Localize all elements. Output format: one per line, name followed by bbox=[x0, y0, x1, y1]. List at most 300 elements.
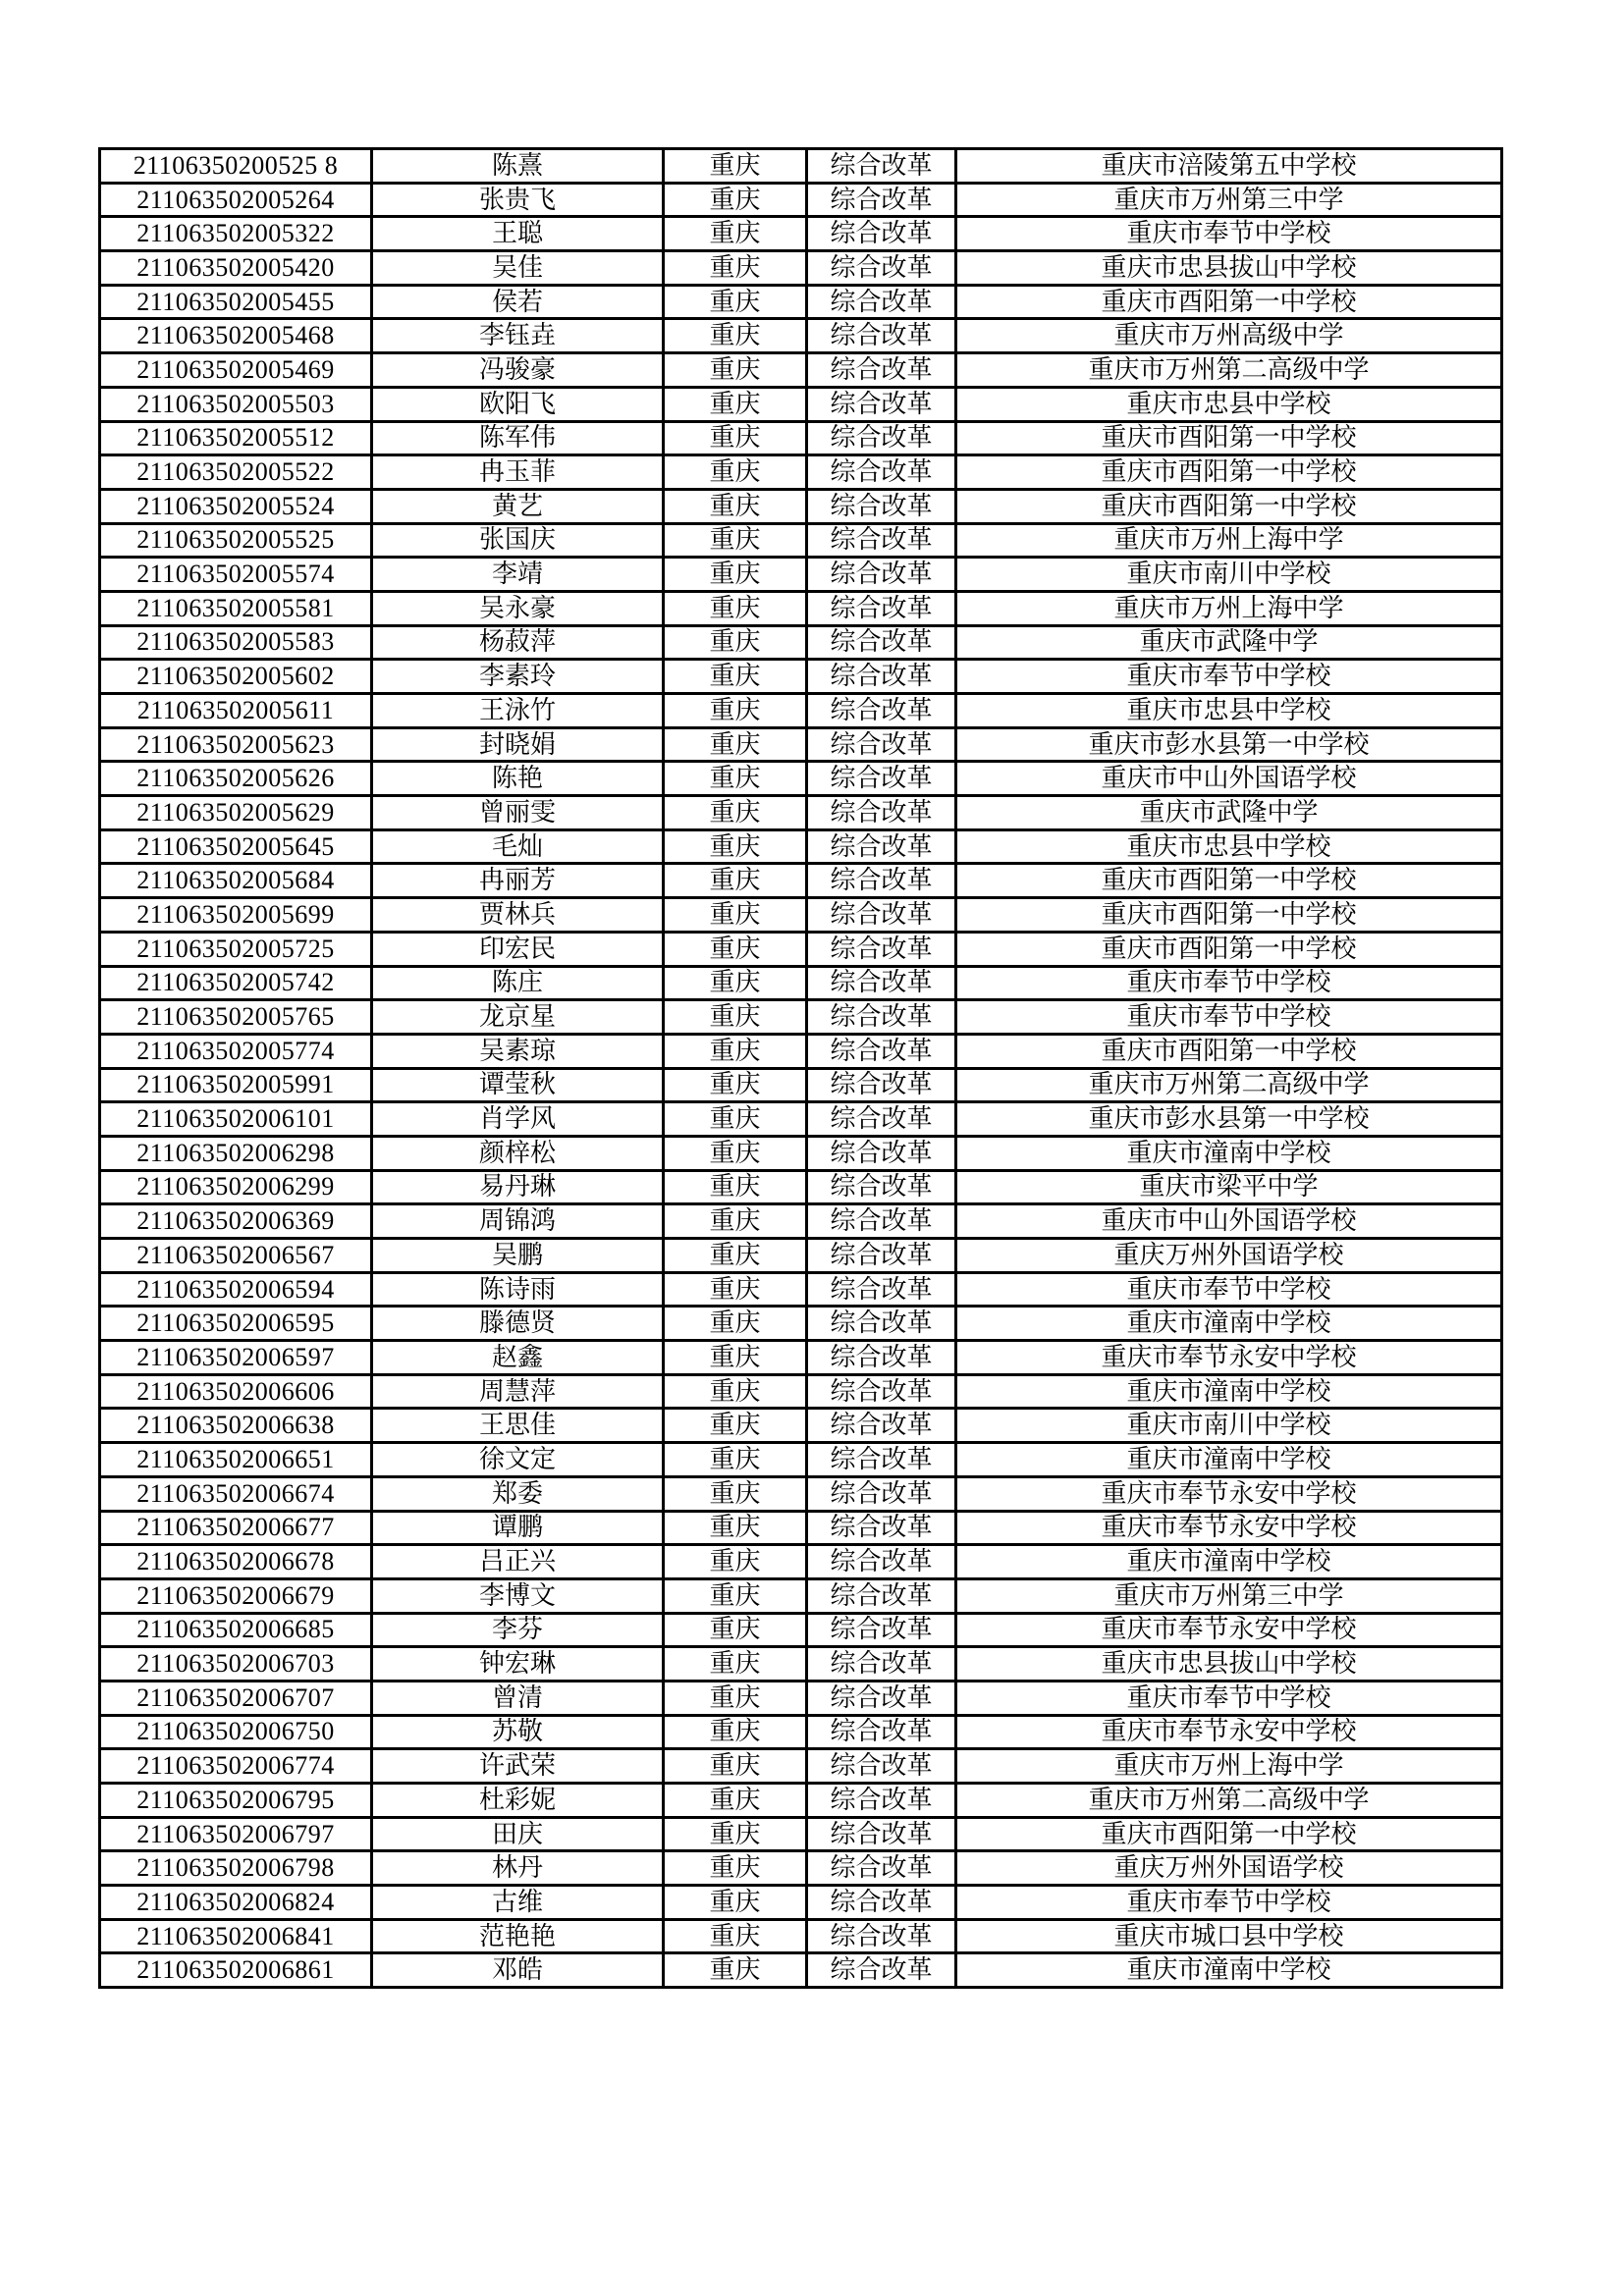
category-cell: 综合改革 bbox=[807, 1409, 956, 1443]
region-cell: 重庆 bbox=[664, 1374, 807, 1409]
id-cell: 211063502005699 bbox=[100, 898, 372, 933]
table-row bbox=[100, 183, 1502, 217]
name-cell: 赵鑫 bbox=[372, 1341, 664, 1375]
name-cell: 李靖 bbox=[372, 558, 664, 592]
category-cell: 综合改革 bbox=[807, 932, 956, 966]
id-cell: 211063502006597 bbox=[100, 1341, 372, 1375]
id-cell: 211063502006861 bbox=[100, 1953, 372, 1988]
table-body bbox=[100, 149, 1502, 1988]
category-cell: 综合改革 bbox=[807, 864, 956, 898]
student-list-table bbox=[98, 147, 1503, 1989]
name-cell: 欧阳飞 bbox=[372, 387, 664, 421]
region-cell: 重庆 bbox=[664, 1000, 807, 1035]
id-cell: 211063502006298 bbox=[100, 1136, 372, 1170]
school-cell: 重庆市奉节永安中学校 bbox=[956, 1476, 1502, 1511]
school-cell: 重庆市奉节中学校 bbox=[956, 966, 1502, 1000]
table-row bbox=[100, 796, 1502, 830]
category-cell: 综合改革 bbox=[807, 1886, 956, 1920]
region-cell: 重庆 bbox=[664, 217, 807, 251]
table-row bbox=[100, 1578, 1502, 1613]
name-cell: 苏敬 bbox=[372, 1715, 664, 1749]
id-cell: 211063502005469 bbox=[100, 353, 372, 388]
category-cell: 综合改革 bbox=[807, 1170, 956, 1204]
table-row bbox=[100, 1953, 1502, 1988]
region-cell: 重庆 bbox=[664, 1204, 807, 1239]
table-row bbox=[100, 1886, 1502, 1920]
region-cell: 重庆 bbox=[664, 660, 807, 694]
table-row bbox=[100, 353, 1502, 388]
region-cell: 重庆 bbox=[664, 591, 807, 625]
id-cell: 211063502005645 bbox=[100, 829, 372, 864]
school-cell: 重庆市酉阳第一中学校 bbox=[956, 421, 1502, 455]
region-cell: 重庆 bbox=[664, 1851, 807, 1886]
table-row bbox=[100, 1647, 1502, 1682]
category-cell: 综合改革 bbox=[807, 421, 956, 455]
school-cell: 重庆市潼南中学校 bbox=[956, 1136, 1502, 1170]
id-cell: 211063502005611 bbox=[100, 694, 372, 728]
table-row bbox=[100, 762, 1502, 796]
name-cell: 曾清 bbox=[372, 1681, 664, 1715]
region-cell: 重庆 bbox=[664, 1715, 807, 1749]
region-cell: 重庆 bbox=[664, 1136, 807, 1170]
category-cell: 综合改革 bbox=[807, 796, 956, 830]
name-cell: 古维 bbox=[372, 1886, 664, 1920]
id-cell: 211063502005512 bbox=[100, 421, 372, 455]
school-cell: 重庆市万州第三中学 bbox=[956, 1578, 1502, 1613]
id-cell: 211063502006841 bbox=[100, 1919, 372, 1953]
school-cell: 重庆市忠县中学校 bbox=[956, 694, 1502, 728]
name-cell: 王泳竹 bbox=[372, 694, 664, 728]
table-row bbox=[100, 694, 1502, 728]
id-cell: 211063502005264 bbox=[100, 183, 372, 217]
region-cell: 重庆 bbox=[664, 1613, 807, 1647]
name-cell: 吴永豪 bbox=[372, 591, 664, 625]
table-row bbox=[100, 1784, 1502, 1818]
region-cell: 重庆 bbox=[664, 353, 807, 388]
id-cell: 211063502006594 bbox=[100, 1272, 372, 1307]
table-row bbox=[100, 1204, 1502, 1239]
category-cell: 综合改革 bbox=[807, 1817, 956, 1851]
id-cell: 211063502006824 bbox=[100, 1886, 372, 1920]
school-cell: 重庆市万州上海中学 bbox=[956, 1749, 1502, 1784]
school-cell: 重庆市酉阳第一中学校 bbox=[956, 489, 1502, 523]
id-cell: 211063502006677 bbox=[100, 1511, 372, 1545]
region-cell: 重庆 bbox=[664, 285, 807, 319]
id-cell: 21106350200525 8 bbox=[100, 149, 372, 184]
id-cell: 211063502005420 bbox=[100, 251, 372, 286]
school-cell: 重庆市梁平中学 bbox=[956, 1170, 1502, 1204]
school-cell: 重庆市忠县拔山中学校 bbox=[956, 1647, 1502, 1682]
school-cell: 重庆市潼南中学校 bbox=[956, 1953, 1502, 1988]
category-cell: 综合改革 bbox=[807, 762, 956, 796]
region-cell: 重庆 bbox=[664, 1784, 807, 1818]
id-cell: 211063502006674 bbox=[100, 1476, 372, 1511]
id-cell: 211063502005525 bbox=[100, 523, 372, 558]
name-cell: 陈艳 bbox=[372, 762, 664, 796]
table-row bbox=[100, 1374, 1502, 1409]
category-cell: 综合改革 bbox=[807, 1443, 956, 1477]
table-row bbox=[100, 421, 1502, 455]
category-cell: 综合改革 bbox=[807, 251, 956, 286]
id-cell: 211063502005522 bbox=[100, 455, 372, 490]
id-cell: 211063502006595 bbox=[100, 1307, 372, 1341]
id-cell: 211063502005742 bbox=[100, 966, 372, 1000]
table-row bbox=[100, 1681, 1502, 1715]
table-row bbox=[100, 1817, 1502, 1851]
school-cell: 重庆市中山外国语学校 bbox=[956, 1204, 1502, 1239]
name-cell: 张国庆 bbox=[372, 523, 664, 558]
name-cell: 肖学风 bbox=[372, 1102, 664, 1137]
school-cell: 重庆市万州上海中学 bbox=[956, 523, 1502, 558]
category-cell: 综合改革 bbox=[807, 1204, 956, 1239]
region-cell: 重庆 bbox=[664, 1681, 807, 1715]
id-cell: 211063502005684 bbox=[100, 864, 372, 898]
region-cell: 重庆 bbox=[664, 966, 807, 1000]
category-cell: 综合改革 bbox=[807, 829, 956, 864]
table-row bbox=[100, 966, 1502, 1000]
table-row bbox=[100, 1102, 1502, 1137]
school-cell: 重庆市南川中学校 bbox=[956, 558, 1502, 592]
school-cell: 重庆市酉阳第一中学校 bbox=[956, 1817, 1502, 1851]
school-cell: 重庆市奉节中学校 bbox=[956, 1000, 1502, 1035]
school-cell: 重庆市奉节中学校 bbox=[956, 1681, 1502, 1715]
category-cell: 综合改革 bbox=[807, 1476, 956, 1511]
region-cell: 重庆 bbox=[664, 1443, 807, 1477]
table-row bbox=[100, 864, 1502, 898]
school-cell: 重庆市忠县拔山中学校 bbox=[956, 251, 1502, 286]
region-cell: 重庆 bbox=[664, 1817, 807, 1851]
category-cell: 综合改革 bbox=[807, 1919, 956, 1953]
table-row bbox=[100, 898, 1502, 933]
name-cell: 郑委 bbox=[372, 1476, 664, 1511]
category-cell: 综合改革 bbox=[807, 1000, 956, 1035]
school-cell: 重庆市酉阳第一中学校 bbox=[956, 1034, 1502, 1068]
table-row bbox=[100, 591, 1502, 625]
category-cell: 综合改革 bbox=[807, 1034, 956, 1068]
id-cell: 211063502006369 bbox=[100, 1204, 372, 1239]
table-row bbox=[100, 1545, 1502, 1579]
category-cell: 综合改革 bbox=[807, 898, 956, 933]
region-cell: 重庆 bbox=[664, 1749, 807, 1784]
category-cell: 综合改革 bbox=[807, 523, 956, 558]
school-cell: 重庆市彭水县第一中学校 bbox=[956, 727, 1502, 762]
id-cell: 211063502005583 bbox=[100, 625, 372, 660]
id-cell: 211063502005991 bbox=[100, 1068, 372, 1102]
table-row bbox=[100, 1272, 1502, 1307]
table-row bbox=[100, 1034, 1502, 1068]
name-cell: 滕德贤 bbox=[372, 1307, 664, 1341]
table-row bbox=[100, 1919, 1502, 1953]
region-cell: 重庆 bbox=[664, 1919, 807, 1953]
category-cell: 综合改革 bbox=[807, 353, 956, 388]
category-cell: 综合改革 bbox=[807, 1647, 956, 1682]
region-cell: 重庆 bbox=[664, 1068, 807, 1102]
id-cell: 211063502005524 bbox=[100, 489, 372, 523]
region-cell: 重庆 bbox=[664, 898, 807, 933]
table-row bbox=[100, 285, 1502, 319]
name-cell: 毛灿 bbox=[372, 829, 664, 864]
name-cell: 邓皓 bbox=[372, 1953, 664, 1988]
id-cell: 211063502006703 bbox=[100, 1647, 372, 1682]
school-cell: 重庆市潼南中学校 bbox=[956, 1545, 1502, 1579]
name-cell: 杜彩妮 bbox=[372, 1784, 664, 1818]
region-cell: 重庆 bbox=[664, 149, 807, 184]
category-cell: 综合改革 bbox=[807, 183, 956, 217]
region-cell: 重庆 bbox=[664, 1034, 807, 1068]
school-cell: 重庆市彭水县第一中学校 bbox=[956, 1102, 1502, 1137]
name-cell: 谭鹏 bbox=[372, 1511, 664, 1545]
category-cell: 综合改革 bbox=[807, 1239, 956, 1273]
region-cell: 重庆 bbox=[664, 1102, 807, 1137]
id-cell: 211063502005765 bbox=[100, 1000, 372, 1035]
name-cell: 印宏民 bbox=[372, 932, 664, 966]
school-cell: 重庆市酉阳第一中学校 bbox=[956, 864, 1502, 898]
id-cell: 211063502006795 bbox=[100, 1784, 372, 1818]
table-row bbox=[100, 625, 1502, 660]
region-cell: 重庆 bbox=[664, 1476, 807, 1511]
school-cell: 重庆市涪陵第五中学校 bbox=[956, 149, 1502, 184]
school-cell: 重庆市忠县中学校 bbox=[956, 829, 1502, 864]
table-row bbox=[100, 319, 1502, 353]
id-cell: 211063502005626 bbox=[100, 762, 372, 796]
category-cell: 综合改革 bbox=[807, 1307, 956, 1341]
table-row bbox=[100, 387, 1502, 421]
table-row bbox=[100, 558, 1502, 592]
table-row bbox=[100, 1476, 1502, 1511]
school-cell: 重庆市奉节中学校 bbox=[956, 1272, 1502, 1307]
school-cell: 重庆市潼南中学校 bbox=[956, 1307, 1502, 1341]
name-cell: 周锦鸿 bbox=[372, 1204, 664, 1239]
region-cell: 重庆 bbox=[664, 1647, 807, 1682]
category-cell: 综合改革 bbox=[807, 966, 956, 1000]
category-cell: 综合改革 bbox=[807, 1102, 956, 1137]
school-cell: 重庆市奉节中学校 bbox=[956, 1886, 1502, 1920]
id-cell: 211063502005774 bbox=[100, 1034, 372, 1068]
category-cell: 综合改革 bbox=[807, 1749, 956, 1784]
category-cell: 综合改革 bbox=[807, 1511, 956, 1545]
name-cell: 冯骏豪 bbox=[372, 353, 664, 388]
school-cell: 重庆市城口县中学校 bbox=[956, 1919, 1502, 1953]
name-cell: 吴鹏 bbox=[372, 1239, 664, 1273]
name-cell: 王聪 bbox=[372, 217, 664, 251]
region-cell: 重庆 bbox=[664, 1170, 807, 1204]
table-row bbox=[100, 1136, 1502, 1170]
id-cell: 211063502006678 bbox=[100, 1545, 372, 1579]
category-cell: 综合改革 bbox=[807, 1068, 956, 1102]
category-cell: 综合改革 bbox=[807, 149, 956, 184]
name-cell: 李博文 bbox=[372, 1578, 664, 1613]
category-cell: 综合改革 bbox=[807, 1578, 956, 1613]
id-cell: 211063502005629 bbox=[100, 796, 372, 830]
category-cell: 综合改革 bbox=[807, 1953, 956, 1988]
region-cell: 重庆 bbox=[664, 489, 807, 523]
region-cell: 重庆 bbox=[664, 523, 807, 558]
name-cell: 陈庄 bbox=[372, 966, 664, 1000]
id-cell: 211063502006638 bbox=[100, 1409, 372, 1443]
region-cell: 重庆 bbox=[664, 932, 807, 966]
name-cell: 陈诗雨 bbox=[372, 1272, 664, 1307]
region-cell: 重庆 bbox=[664, 727, 807, 762]
category-cell: 综合改革 bbox=[807, 1341, 956, 1375]
school-cell: 重庆市万州第三中学 bbox=[956, 183, 1502, 217]
name-cell: 易丹琳 bbox=[372, 1170, 664, 1204]
region-cell: 重庆 bbox=[664, 1307, 807, 1341]
name-cell: 杨菽萍 bbox=[372, 625, 664, 660]
region-cell: 重庆 bbox=[664, 796, 807, 830]
table-row bbox=[100, 1170, 1502, 1204]
region-cell: 重庆 bbox=[664, 251, 807, 286]
school-cell: 重庆市万州第二高级中学 bbox=[956, 1068, 1502, 1102]
id-cell: 211063502006651 bbox=[100, 1443, 372, 1477]
school-cell: 重庆市南川中学校 bbox=[956, 1409, 1502, 1443]
table-row bbox=[100, 1749, 1502, 1784]
id-cell: 211063502005503 bbox=[100, 387, 372, 421]
category-cell: 综合改革 bbox=[807, 489, 956, 523]
id-cell: 211063502006101 bbox=[100, 1102, 372, 1137]
category-cell: 综合改革 bbox=[807, 387, 956, 421]
name-cell: 龙京星 bbox=[372, 1000, 664, 1035]
name-cell: 李素玲 bbox=[372, 660, 664, 694]
name-cell: 吴佳 bbox=[372, 251, 664, 286]
id-cell: 211063502005574 bbox=[100, 558, 372, 592]
name-cell: 钟宏琳 bbox=[372, 1647, 664, 1682]
table-row bbox=[100, 727, 1502, 762]
school-cell: 重庆市奉节永安中学校 bbox=[956, 1341, 1502, 1375]
id-cell: 211063502005455 bbox=[100, 285, 372, 319]
region-cell: 重庆 bbox=[664, 1272, 807, 1307]
table-row bbox=[100, 1851, 1502, 1886]
id-cell: 211063502006606 bbox=[100, 1374, 372, 1409]
category-cell: 综合改革 bbox=[807, 319, 956, 353]
id-cell: 211063502006798 bbox=[100, 1851, 372, 1886]
name-cell: 冉丽芳 bbox=[372, 864, 664, 898]
category-cell: 综合改革 bbox=[807, 1136, 956, 1170]
category-cell: 综合改革 bbox=[807, 285, 956, 319]
name-cell: 李钰垚 bbox=[372, 319, 664, 353]
category-cell: 综合改革 bbox=[807, 591, 956, 625]
id-cell: 211063502006679 bbox=[100, 1578, 372, 1613]
region-cell: 重庆 bbox=[664, 694, 807, 728]
name-cell: 黄艺 bbox=[372, 489, 664, 523]
category-cell: 综合改革 bbox=[807, 1784, 956, 1818]
category-cell: 综合改革 bbox=[807, 694, 956, 728]
region-cell: 重庆 bbox=[664, 1953, 807, 1988]
school-cell: 重庆市奉节永安中学校 bbox=[956, 1715, 1502, 1749]
name-cell: 陈军伟 bbox=[372, 421, 664, 455]
name-cell: 陈熹 bbox=[372, 149, 664, 184]
school-cell: 重庆市中山外国语学校 bbox=[956, 762, 1502, 796]
name-cell: 王思佳 bbox=[372, 1409, 664, 1443]
table-row bbox=[100, 149, 1502, 184]
category-cell: 综合改革 bbox=[807, 1272, 956, 1307]
region-cell: 重庆 bbox=[664, 387, 807, 421]
id-cell: 211063502005725 bbox=[100, 932, 372, 966]
table-row bbox=[100, 217, 1502, 251]
table-row bbox=[100, 1715, 1502, 1749]
region-cell: 重庆 bbox=[664, 183, 807, 217]
table-row bbox=[100, 523, 1502, 558]
table-row bbox=[100, 1068, 1502, 1102]
region-cell: 重庆 bbox=[664, 1545, 807, 1579]
id-cell: 211063502006750 bbox=[100, 1715, 372, 1749]
school-cell: 重庆万州外国语学校 bbox=[956, 1239, 1502, 1273]
name-cell: 周慧萍 bbox=[372, 1374, 664, 1409]
region-cell: 重庆 bbox=[664, 319, 807, 353]
id-cell: 211063502005623 bbox=[100, 727, 372, 762]
category-cell: 综合改革 bbox=[807, 1545, 956, 1579]
school-cell: 重庆市忠县中学校 bbox=[956, 387, 1502, 421]
table-row bbox=[100, 1341, 1502, 1375]
category-cell: 综合改革 bbox=[807, 1851, 956, 1886]
name-cell: 吴素琼 bbox=[372, 1034, 664, 1068]
table-row bbox=[100, 660, 1502, 694]
school-cell: 重庆市万州第二高级中学 bbox=[956, 353, 1502, 388]
category-cell: 综合改革 bbox=[807, 625, 956, 660]
category-cell: 综合改革 bbox=[807, 1681, 956, 1715]
region-cell: 重庆 bbox=[664, 1341, 807, 1375]
region-cell: 重庆 bbox=[664, 864, 807, 898]
table-row bbox=[100, 829, 1502, 864]
table-row bbox=[100, 1307, 1502, 1341]
category-cell: 综合改革 bbox=[807, 217, 956, 251]
name-cell: 张贵飞 bbox=[372, 183, 664, 217]
region-cell: 重庆 bbox=[664, 1409, 807, 1443]
school-cell: 重庆市酉阳第一中学校 bbox=[956, 932, 1502, 966]
id-cell: 211063502006707 bbox=[100, 1681, 372, 1715]
name-cell: 范艳艳 bbox=[372, 1919, 664, 1953]
table-row bbox=[100, 251, 1502, 286]
name-cell: 林丹 bbox=[372, 1851, 664, 1886]
id-cell: 211063502006797 bbox=[100, 1817, 372, 1851]
region-cell: 重庆 bbox=[664, 1578, 807, 1613]
table-row bbox=[100, 1511, 1502, 1545]
table-row bbox=[100, 455, 1502, 490]
category-cell: 综合改革 bbox=[807, 1715, 956, 1749]
name-cell: 曾丽雯 bbox=[372, 796, 664, 830]
region-cell: 重庆 bbox=[664, 625, 807, 660]
name-cell: 吕正兴 bbox=[372, 1545, 664, 1579]
id-cell: 211063502006299 bbox=[100, 1170, 372, 1204]
category-cell: 综合改革 bbox=[807, 660, 956, 694]
region-cell: 重庆 bbox=[664, 1511, 807, 1545]
category-cell: 综合改革 bbox=[807, 727, 956, 762]
category-cell: 综合改革 bbox=[807, 455, 956, 490]
school-cell: 重庆市奉节永安中学校 bbox=[956, 1613, 1502, 1647]
name-cell: 谭莹秋 bbox=[372, 1068, 664, 1102]
id-cell: 211063502006567 bbox=[100, 1239, 372, 1273]
region-cell: 重庆 bbox=[664, 421, 807, 455]
table-row bbox=[100, 1613, 1502, 1647]
name-cell: 田庆 bbox=[372, 1817, 664, 1851]
table-row bbox=[100, 1443, 1502, 1477]
category-cell: 综合改革 bbox=[807, 558, 956, 592]
name-cell: 冉玉菲 bbox=[372, 455, 664, 490]
school-cell: 重庆市奉节中学校 bbox=[956, 217, 1502, 251]
id-cell: 211063502006774 bbox=[100, 1749, 372, 1784]
id-cell: 211063502005322 bbox=[100, 217, 372, 251]
school-cell: 重庆市万州第二高级中学 bbox=[956, 1784, 1502, 1818]
name-cell: 侯若 bbox=[372, 285, 664, 319]
school-cell: 重庆市奉节永安中学校 bbox=[956, 1511, 1502, 1545]
region-cell: 重庆 bbox=[664, 1886, 807, 1920]
id-cell: 211063502006685 bbox=[100, 1613, 372, 1647]
region-cell: 重庆 bbox=[664, 455, 807, 490]
region-cell: 重庆 bbox=[664, 1239, 807, 1273]
school-cell: 重庆市酉阳第一中学校 bbox=[956, 285, 1502, 319]
id-cell: 211063502005602 bbox=[100, 660, 372, 694]
school-cell: 重庆市酉阳第一中学校 bbox=[956, 455, 1502, 490]
table-row bbox=[100, 1239, 1502, 1273]
